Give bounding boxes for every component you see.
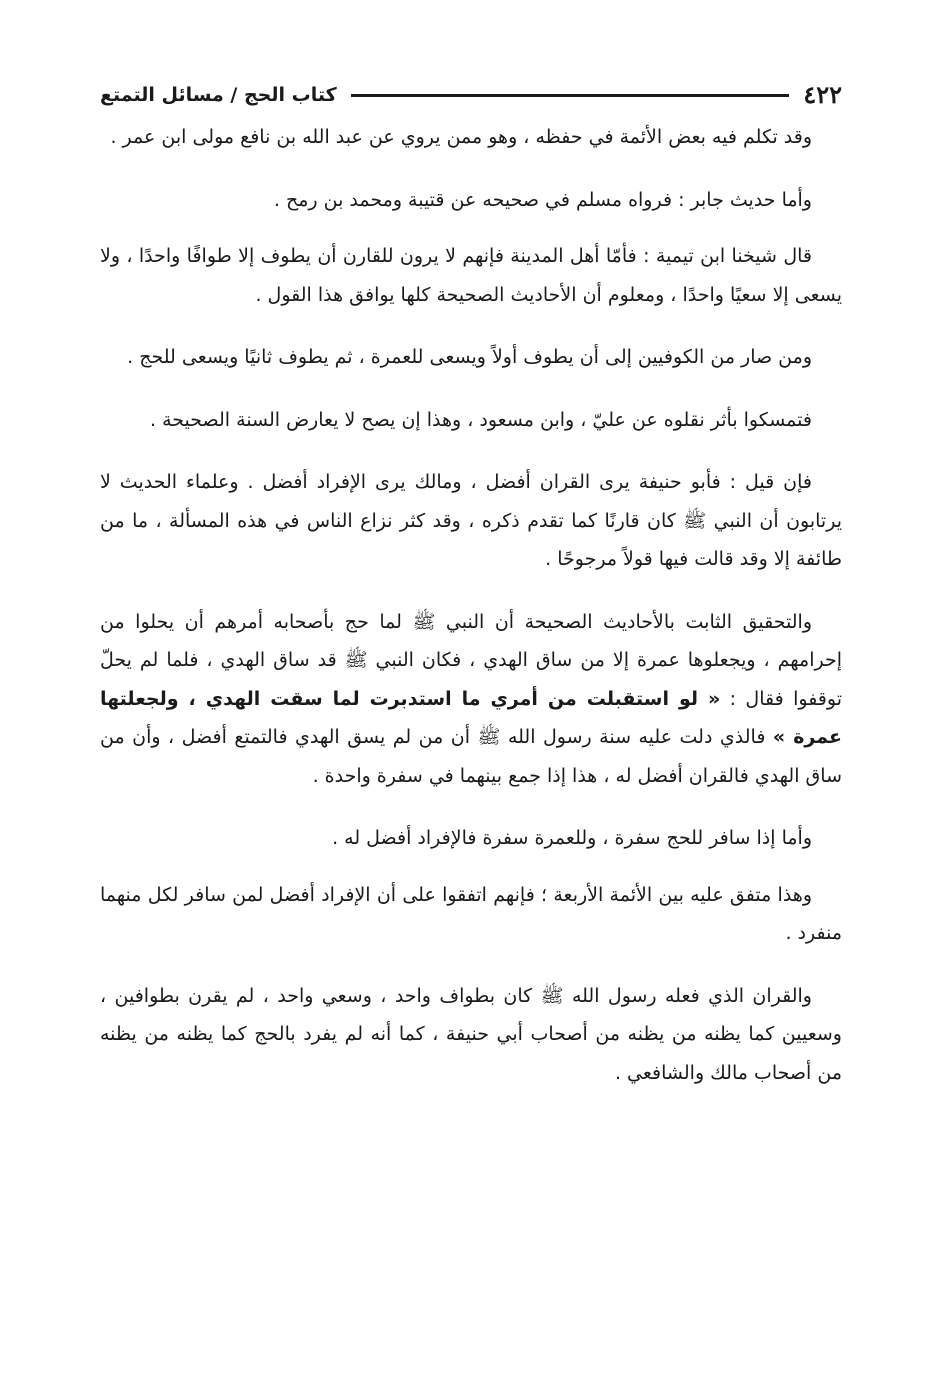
paragraph-5: فتمسكوا بأثر نقلوه عن عليّ ، وابن مسعود ، وهذا إن يصح لا يعارض السنة الصحيحة . [150, 408, 812, 431]
hadith-quote: « لو استقبلت من أمري ما استدبرت لما سقت الهدي ، ولجعلتها عمرة » [100, 687, 842, 748]
paragraph-2: وأما حديث جابر : فرواه مسلم في صحيحه عن قتيبة ومحمد بن رمح . [273, 188, 812, 211]
paragraph-7-conclusion: فالذي دلت عليه سنة رسول الله ﷺ أن من لم يسق الهدي فالتمتع أفضل ، وأن من ساق الهدي فالقران أفضل له ، هذا إذا جمع بينهما في سفرة واحدة . [100, 726, 842, 787]
paragraph-8: وأما إذا سافر للحج سفرة ، وللعمرة سفرة فالإفراد أفضل له . [332, 827, 812, 849]
paragraph-7-intro: والتحقيق الثابت بالأحاديث الصحيحة أن النبي ﷺ لما حج بأصحابه أمرهم أن يحلوا من إحرامهم ، ويجعلوها عمرة إلا من ساق الهدي ، فكان النبي ﷺ قد ساق الهدي ، فلما لم يحلّ توقفوا فقال : [100, 610, 842, 710]
paragraph-7 [100, 603, 842, 796]
paragraph-4: ومن صار من الكوفيين إلى أن يطوف أولاً ويسعى للعمرة ، ثم يطوف ثانيًا ويسعى للحج . [127, 346, 812, 368]
paragraph-1: وقد تكلم فيه بعض الأئمة في حفظه ، وهو ممن يروي عن عبد الله بن نافع مولى ابن عمر . [110, 126, 812, 148]
paragraph-10: والقران الذي فعله رسول الله ﷺ كان بطواف واحد ، وسعي واحد ، لم يقرن بطوافين ، وسعيين كما يظنه من يظنه من أصحاب أبي حنيفة ، كما أنه لم يفرد بالحج كما يظنه من يظنه من أصحاب مالك والشافعي . [100, 984, 842, 1084]
page-number: ٤٢٢ [803, 80, 842, 109]
paragraph-9: وهذا متفق عليه بين الأئمة الأربعة ؛ فإنهم اتفقوا على أن الإفراد أفضل لمن سافر لكل منهما منفرد . [100, 883, 842, 944]
page-body [100, 118, 842, 1116]
paragraph-3: قال شيخنا ابن تيمية : فأمّا أهل المدينة فإنهم لا يرون للقارن أن يطوف إلا طوافًا واحدًا ، ولا يسعى إلا سعيًا واحدًا ، ومعلوم أن الأحاديث الصحيحة كلها يوافق هذا القول . [100, 245, 842, 306]
paragraph-6: فإن قيل : فأبو حنيفة يرى القران أفضل ، ومالك يرى الإفراد أفضل . وعلماء الحديث لا يرتابون أن النبي ﷺ كان قارنًا كما تقدم ذكره ، وقد كثر نزاع الناس في هذه المسألة ، ما من طائفة إلا وقد قالت فيها قولاً مرجوحًا . [100, 471, 842, 570]
running-title: كتاب الحج / مسائل التمتع [100, 84, 337, 106]
header-rule [351, 94, 790, 97]
page-header [100, 78, 842, 112]
